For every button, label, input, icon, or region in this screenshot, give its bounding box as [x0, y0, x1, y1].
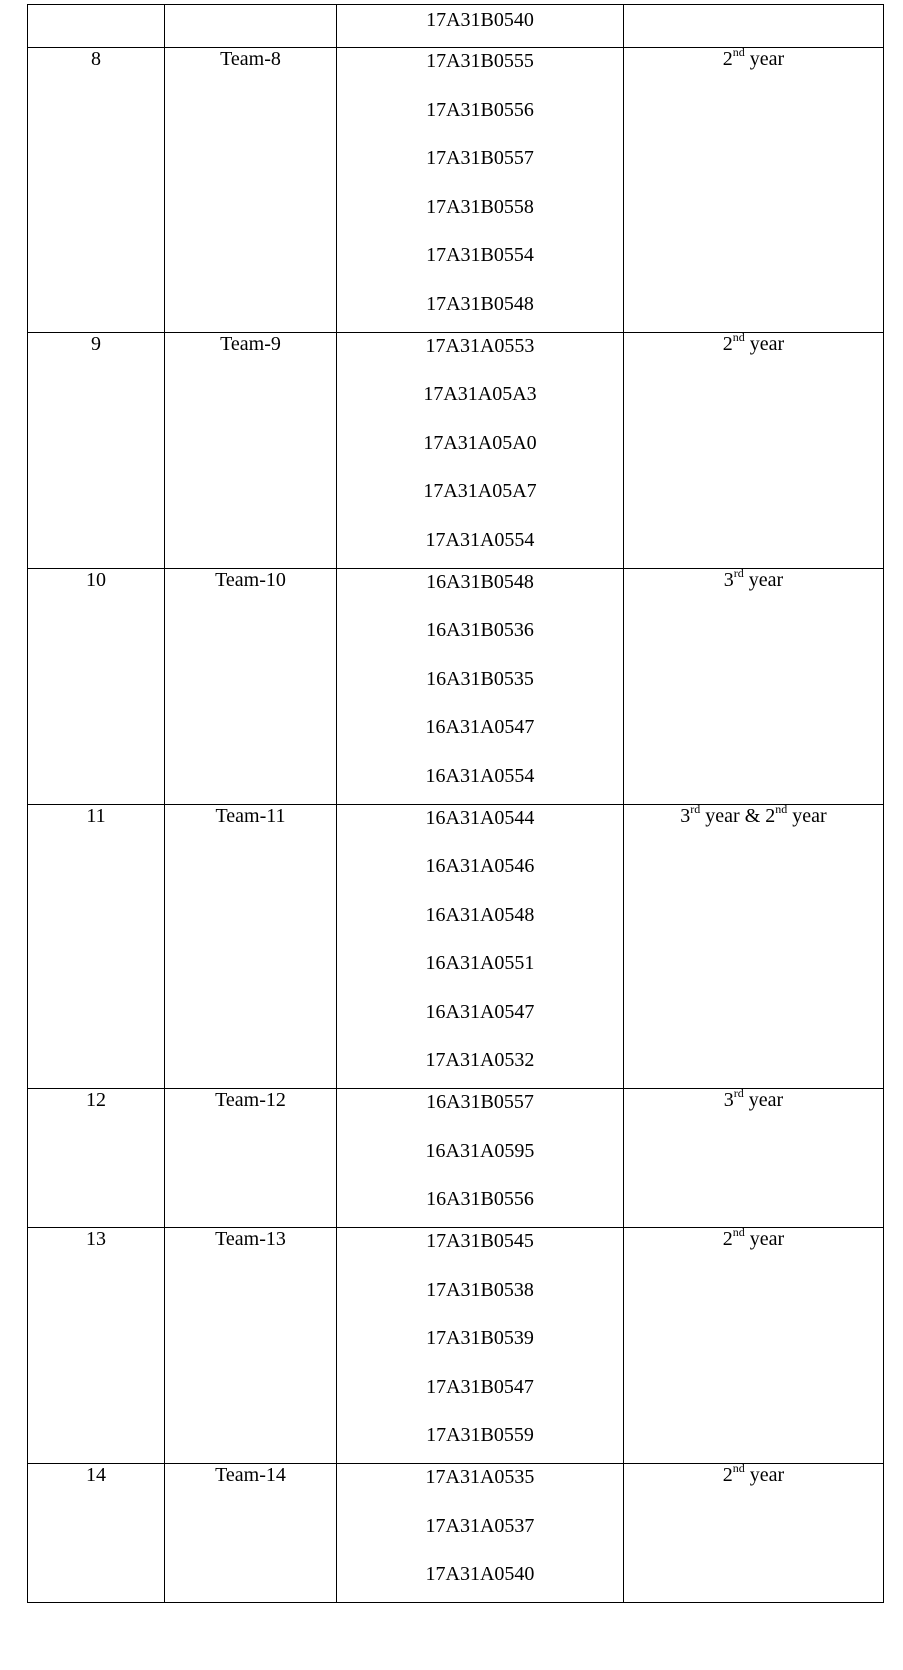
roll-numbers-cell: [337, 48, 624, 333]
roll-number: 16A31B0556: [426, 1188, 534, 1210]
roll-numbers-cell: [337, 1464, 624, 1603]
roll-number: 16A31B0535: [426, 667, 534, 690]
team-name-cell: [165, 5, 337, 48]
ordinal-suffix: rd: [733, 1086, 744, 1100]
year-text: year: [787, 804, 827, 827]
roll-number: 17A31A05A7: [423, 480, 537, 502]
roll-number: 17A31A0554: [425, 528, 535, 551]
ordinal-suffix: rd: [733, 565, 744, 580]
sno-cell: 12: [28, 1089, 165, 1228]
year-number: 2: [765, 804, 776, 827]
roll-number: 17A31A05A0: [423, 431, 537, 454]
roll-numbers-cell: [337, 1228, 624, 1464]
team-row: [28, 568, 884, 804]
year-cell: [624, 5, 884, 48]
roll-number: 17A31A0553: [425, 334, 535, 357]
roll-number: 17A31B0556: [426, 98, 534, 121]
team-name-cell: Team-10: [165, 568, 337, 804]
year-number: 2: [722, 332, 733, 355]
team-name-cell: Team-8: [165, 48, 337, 333]
sno-cell: 13: [28, 1228, 165, 1464]
sno-cell: 8: [28, 48, 165, 333]
roll-numbers-cell: [337, 5, 624, 48]
roll-number: 17A31B0539: [426, 1327, 534, 1349]
sno-cell: [28, 5, 165, 48]
roll-number: 16A31B0536: [426, 619, 534, 641]
team-row: [28, 1464, 884, 1603]
year-cell: [624, 1086, 884, 1228]
roll-numbers-cell: [337, 804, 624, 1089]
year-text: year: [744, 332, 785, 355]
year-cell: [624, 1225, 884, 1464]
roll-number: 16A31A0547: [425, 1000, 535, 1023]
team-row: [28, 332, 884, 568]
year-number: 3: [680, 804, 691, 827]
roll-number: 16A31A0554: [425, 764, 535, 787]
year-cell: [624, 329, 884, 568]
sno-cell: 11: [28, 804, 165, 1089]
roll-number: 17A31A0537: [425, 1514, 535, 1537]
roll-number: 17A31B0558: [426, 195, 534, 218]
team-name-cell: Team-9: [165, 332, 337, 568]
year-text: year: [743, 568, 784, 591]
team-row: [28, 1089, 884, 1228]
table-body: [28, 5, 884, 1603]
team-name-cell: Team-14: [165, 1464, 337, 1603]
sno-cell: 14: [28, 1464, 165, 1603]
year-text: year: [744, 1228, 785, 1250]
year-text: year &: [700, 804, 766, 827]
year-cell: [624, 45, 884, 333]
roll-number: 17A31B0547: [426, 1375, 534, 1398]
roll-number: 16A31A0547: [425, 716, 535, 738]
year-text: year: [744, 48, 785, 70]
ordinal-suffix: nd: [732, 1461, 745, 1475]
team-name-cell: Team-12: [165, 1089, 337, 1228]
roll-number: 16A31A0548: [425, 903, 535, 926]
team-table: [27, 4, 884, 1603]
roll-number: 16A31A0546: [425, 855, 535, 877]
roll-number: 17A31B0545: [426, 1230, 534, 1252]
roll-number: 16A31A0551: [425, 952, 535, 974]
team-row: [28, 1228, 884, 1464]
year-number: 3: [723, 568, 734, 591]
roll-number: 17A31A05A3: [423, 383, 537, 405]
year-number: 2: [722, 1464, 733, 1486]
roll-numbers-cell: [337, 568, 624, 804]
roll-number: 16A31A0595: [425, 1139, 535, 1162]
roll-number: 17A31A0540: [425, 1563, 535, 1585]
roll-number: 17A31B0559: [426, 1424, 534, 1446]
roll-number: 17A31B0540: [426, 9, 534, 31]
team-name-cell: Team-11: [165, 804, 337, 1089]
ordinal-suffix: nd: [732, 45, 745, 59]
team-row: [28, 48, 884, 333]
sno-cell: 10: [28, 568, 165, 804]
roll-number: 17A31A0532: [425, 1049, 535, 1071]
sno-cell: 9: [28, 332, 165, 568]
year-number: 3: [723, 1089, 734, 1111]
year-text: year: [744, 1464, 785, 1486]
roll-number: 16A31B0548: [426, 570, 534, 593]
roll-number: 17A31B0538: [426, 1278, 534, 1301]
roll-numbers-cell: [337, 1089, 624, 1228]
year-cell: [624, 1461, 884, 1603]
roll-number: 17A31B0555: [426, 50, 534, 72]
year-cell: [624, 801, 884, 1089]
roll-number: 17A31B0548: [426, 292, 534, 315]
year-cell: [624, 565, 884, 804]
year-text: year: [743, 1089, 784, 1111]
roll-number: 17A31A0535: [425, 1466, 535, 1488]
team-row: [28, 804, 884, 1089]
roll-number: 16A31B0557: [426, 1091, 534, 1113]
ordinal-suffix: nd: [732, 329, 745, 344]
ordinal-suffix: rd: [690, 801, 701, 816]
roll-numbers-cell: [337, 332, 624, 568]
continuation-row: [28, 5, 884, 48]
team-name-cell: Team-13: [165, 1228, 337, 1464]
ordinal-suffix: nd: [775, 801, 788, 816]
year-number: 2: [722, 1228, 733, 1250]
roll-number: 16A31A0544: [425, 806, 535, 829]
roll-number: 17A31B0554: [426, 244, 534, 266]
year-number: 2: [722, 48, 733, 70]
ordinal-suffix: nd: [732, 1225, 745, 1239]
roll-number: 17A31B0557: [426, 147, 534, 169]
